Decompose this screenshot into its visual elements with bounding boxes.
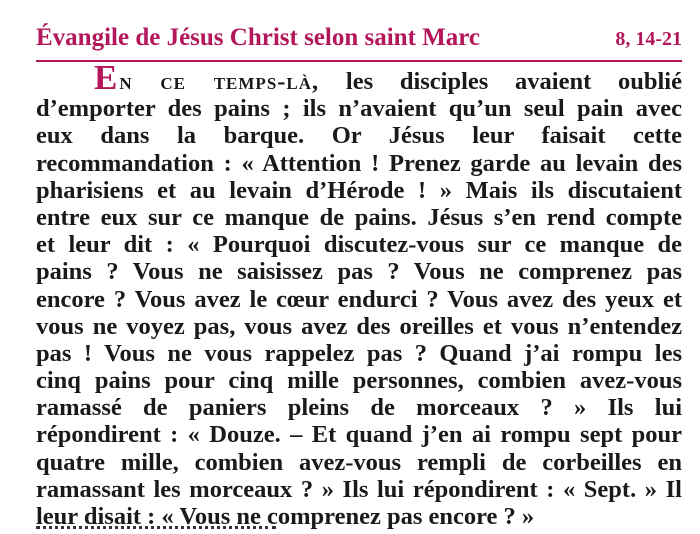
- text-line: quatre mille, combien avez-vous rempli de corbeilles en: [36, 448, 682, 476]
- text-line: vous ne voyez pas, vous avez des oreilles et vous n’entendez: [36, 312, 682, 340]
- text-line: eux dans la barque. Or Jésus leur faisait cette: [36, 122, 682, 150]
- text-line: ramassé de paniers pleins de morceaux ? » Ils lui: [36, 394, 682, 422]
- text-line: et leur dit : « Pourquoi discutez-vous sur ce manque de: [36, 231, 682, 259]
- opening-small-caps: n ce temps-là,: [119, 68, 320, 95]
- text-line-content: les disciples avaient oublié: [319, 68, 682, 95]
- gospel-text: [36, 58, 682, 530]
- text-line: leur disait : « Vous ne comprenez pas encore ? »: [36, 503, 535, 530]
- text-line: pas ! Vous ne vous rappelez pas ? Quand j’ai rompu les: [36, 339, 682, 367]
- cut-off-next-line: [36, 522, 296, 534]
- text-line: entre eux sur ce manque de pains. Jésus s’en rend compte: [36, 203, 682, 231]
- text-line: ramassant les morceaux ? » Ils lui répondirent : « Sept. » Il: [36, 475, 682, 503]
- gospel-title: Évangile de Jésus Christ selon saint Marc: [36, 24, 480, 51]
- text-line: cinq pains pour cinq mille personnes, combien avez-vous: [36, 367, 682, 395]
- drop-cap: E: [94, 58, 118, 97]
- text-line: pains ? Vous ne saisissez pas ? Vous ne comprenez pas: [36, 258, 682, 286]
- text-line: pharisiens et au levain d’Hérode ! » Mais ils discutaient: [36, 176, 682, 204]
- scripture-reference: 8, 14-21: [615, 28, 682, 50]
- text-line: encore ? Vous avez le cœur endurci ? Vous avez des yeux et: [36, 285, 682, 313]
- cut-off-line-fragment: [36, 526, 276, 534]
- text-line: recommandation : « Attention ! Prenez garde au levain des: [36, 149, 682, 177]
- text-line: d’emporter des pains ; ils n’avaient qu’un seul pain avec: [36, 95, 682, 123]
- text-line: [36, 58, 682, 97]
- reading-header: [36, 22, 682, 62]
- text-line: répondirent : « Douze. – Et quand j’en ai rompu sept pour: [36, 421, 682, 449]
